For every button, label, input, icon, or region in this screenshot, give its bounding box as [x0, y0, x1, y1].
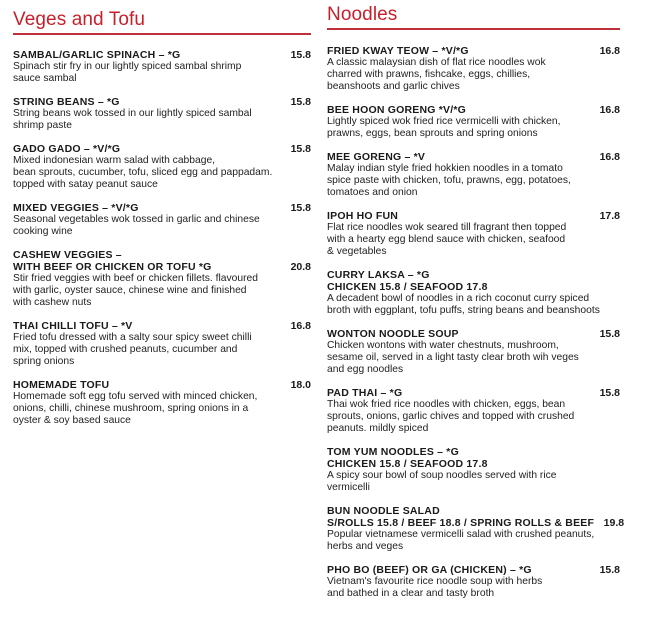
menu-item-name-line: IPOH HO FUN: [327, 210, 399, 222]
menu-item-name-line: SAMBAL/GARLIC SPINACH – *G: [13, 49, 181, 61]
menu-item-name-line: CHICKEN 15.8 / SEAFOOD 17.8: [327, 281, 488, 293]
menu-item-name: [13, 202, 139, 214]
menu-item-name: [327, 328, 459, 340]
menu-item-name: [327, 104, 466, 116]
menu-item-name: [13, 249, 212, 273]
menu-item-description: [327, 163, 620, 199]
menu-item: [327, 564, 620, 600]
menu-item-description-line: String beans wok tossed in our lightly spiced sambal: [13, 108, 252, 119]
menu-item: [327, 269, 620, 317]
menu-item-name: [13, 96, 120, 108]
menu-item-name-line: CHICKEN 15.8 / SEAFOOD 17.8: [327, 458, 488, 470]
menu-item-description: [13, 214, 311, 238]
menu-item-description-line: with cashew nuts: [13, 297, 92, 308]
menu-item: [13, 49, 311, 85]
menu-item-name-line: MEE GORENG – *V: [327, 151, 426, 163]
menu-item-description-line: topped with satay peanut sauce: [13, 179, 158, 190]
menu-item-name: [327, 505, 594, 529]
menu-item-header: [327, 328, 620, 340]
menu-item-description-line: shrimp paste: [13, 120, 72, 131]
menu-item-description: [327, 576, 620, 600]
menu-item-description: [13, 332, 311, 368]
menu-item-description-line: and egg noodles: [327, 364, 404, 375]
menu-item-description-line: A spicy sour bowl of soup noodles served with rice: [327, 470, 557, 481]
menu-item-name: [13, 379, 109, 391]
section-noodles: [327, 0, 625, 611]
menu-item-price: 16.8: [599, 45, 620, 57]
section-title: Veges and Tofu: [13, 9, 146, 30]
menu-item: [13, 96, 311, 132]
menu-item: [13, 143, 311, 191]
menu-item: [327, 505, 625, 553]
menu-item-header: [327, 446, 620, 470]
menu-item-price: 16.8: [599, 151, 620, 163]
menu-item-header: [327, 104, 620, 116]
menu-item: [327, 104, 620, 140]
menu-item-name-line: PHO BO (BEEF) OR GA (CHICKEN) – *G: [327, 564, 532, 576]
menu-item-description-line: Mixed indonesian warm salad with cabbage,: [13, 155, 216, 166]
menu-item-description: [327, 529, 620, 553]
menu-item-description-line: with garlic, oyster sauce, chinese wine and finished: [13, 285, 247, 296]
menu-item-price: 15.8: [599, 564, 620, 576]
menu-item-description: [13, 155, 311, 191]
menu-item-description-line: Fried tofu dressed with a salty sour spicy sweet chilli: [13, 332, 252, 343]
menu-item-price: 15.8: [290, 143, 311, 155]
menu-item-name-line: BUN NOODLE SALAD: [327, 505, 440, 517]
menu-item-description: [13, 108, 311, 132]
menu-item: [327, 45, 620, 93]
menu-item-header: [327, 387, 620, 399]
menu-item: [327, 387, 620, 435]
menu-item-description-line: sauce sambal: [13, 73, 77, 84]
menu-item-description-line: onions, chilli, chinese mushroom, spring onions in a: [13, 403, 249, 414]
menu-item-description-line: Popular vietnamese vermicelli salad with crushed peanuts,: [327, 529, 595, 540]
menu-item-description-line: Flat rice noodles wok seared till fragrant then topped: [327, 222, 567, 233]
menu-item-price: 16.8: [290, 320, 311, 332]
menu-item-name: [327, 210, 398, 222]
menu-item-description-line: with a hearty egg blend sauce with chicken, seafood: [327, 234, 566, 245]
menu-item-header: [327, 45, 620, 57]
menu-item-price: 18.0: [290, 379, 311, 391]
menu-item-price: 15.8: [599, 328, 620, 340]
section-title: Noodles: [327, 4, 398, 25]
menu-item-name-line: PAD THAI – *G: [327, 387, 403, 399]
menu-item-description-line: sprouts, onions, garlic chives and topped with crushed: [327, 411, 575, 422]
menu-item-header: [13, 49, 311, 61]
menu-item-description-line: Malay indian style fried hokkien noodles in a tomato: [327, 163, 563, 174]
menu-item-name-line: BEE HOON GORENG *V/*G: [327, 104, 466, 116]
menu-item-description-line: spring onions: [13, 356, 75, 367]
menu-item-name-line: HOMEMADE TOFU: [13, 379, 110, 391]
menu-item-name-line: WONTON NOODLE SOUP: [327, 328, 459, 340]
menu-item-description: [327, 399, 620, 435]
menu-item-name: [327, 387, 402, 399]
menu-item-description-line: A classic malaysian dish of flat rice noodles wok: [327, 57, 546, 68]
menu-item-name: [327, 564, 532, 576]
menu-item-name: [327, 269, 488, 293]
menu-item-description-line: & vegetables: [327, 246, 387, 257]
menu-item-description-line: sesame oil, served in a light tasty clear broth wih veges: [327, 352, 579, 363]
menu-item-description: [13, 273, 311, 309]
menu-item-description: [13, 61, 311, 85]
menu-item-description: [327, 57, 620, 93]
menu-item-list: [327, 45, 625, 600]
menu-item-header: [327, 564, 620, 576]
menu-item-description-line: Seasonal vegetables wok tossed in garlic and chinese: [13, 214, 260, 225]
menu-item: [13, 379, 311, 427]
menu-item-description: [13, 391, 311, 427]
menu-item-description-line: and bathed in a clear and tasty broth: [327, 588, 495, 599]
menu-item-price: 17.8: [599, 210, 620, 222]
menu-item-header: [13, 320, 311, 332]
menu-item-price: 19.8: [603, 517, 625, 529]
menu-item-description: [327, 340, 620, 376]
section-divider: [13, 33, 311, 35]
menu-item-name: [327, 446, 488, 470]
menu-item-header: [13, 143, 311, 155]
section-veges-and-tofu: [13, 0, 311, 438]
menu-item-description-line: Vietnam's favourite rice noodle soup with herbs: [327, 576, 543, 587]
menu-item-header: [327, 505, 625, 529]
menu-item-description-line: bean sprouts, cucumber, tofu, sliced egg and pappadam.: [13, 167, 273, 178]
menu-item-name: [13, 143, 120, 155]
menu-item-name-line: STRING BEANS – *G: [13, 96, 120, 108]
menu-item-name-line: GADO GADO – *V/*G: [13, 143, 121, 155]
menu-item-header: [13, 96, 311, 108]
menu-item-description-line: peanuts. mildly spiced: [327, 423, 429, 434]
menu-item-name: [13, 320, 133, 332]
menu-item-price: 15.8: [290, 49, 311, 61]
menu-item-name-line: TOM YUM NOODLES – *G: [327, 446, 459, 458]
menu-item-name-line: THAI CHILLI TOFU – *V: [13, 320, 133, 332]
menu-item-header: [13, 202, 311, 214]
menu-item-list: [13, 49, 311, 427]
menu-item-price: 15.8: [290, 202, 311, 214]
menu-item-header: [327, 151, 620, 163]
menu-item-description-line: A decadent bowl of noodles in a rich coconut curry spiced: [327, 293, 590, 304]
menu-item-name-line: FRIED KWAY TEOW – *V/*G: [327, 45, 469, 57]
menu-item-name-line: WITH BEEF OR CHICKEN OR TOFU *G: [13, 261, 212, 273]
menu-item-description-line: mix, topped with crushed peanuts, cucumber and: [13, 344, 238, 355]
menu-item: [13, 249, 311, 309]
menu-item-description: [327, 222, 620, 258]
menu-item: [327, 151, 620, 199]
menu-item-header: [13, 249, 311, 273]
menu-item-description-line: Stir fried veggies with beef or chicken fillets. flavoured: [13, 273, 258, 284]
menu-item-price: 16.8: [599, 104, 620, 116]
menu-item-description-line: vermicelli: [327, 482, 370, 493]
menu-item-name-line: MIXED VEGGIES – *V/*G: [13, 202, 139, 214]
menu-item-description-line: cooking wine: [13, 226, 73, 237]
menu-item-name: [327, 151, 425, 163]
menu-item-price: 15.8: [290, 96, 311, 108]
menu-item-name-line: CASHEW VEGGIES –: [13, 249, 122, 261]
menu-item-description-line: Spinach stir fry in our lightly spiced sambal shrimp: [13, 61, 242, 72]
menu-item-description-line: spice paste with chicken, tofu, prawns, egg, potatoes,: [327, 175, 571, 186]
menu-item-description-line: Thai wok fried rice noodles with chicken, eggs, bean: [327, 399, 566, 410]
menu-item-name: [327, 45, 469, 57]
menu-item-description: [327, 293, 620, 317]
menu-item-description: [327, 116, 620, 140]
menu-item-description-line: prawns, eggs, bean sprouts and spring onions: [327, 128, 538, 139]
menu-item-description-line: oyster & soy based sauce: [13, 415, 131, 426]
menu-item-description-line: herbs and veges: [327, 541, 404, 552]
menu-item: [327, 328, 620, 376]
menu-item-header: [13, 379, 311, 391]
menu-item-description-line: Chicken wontons with water chestnuts, mushroom,: [327, 340, 559, 351]
menu-item-name-line: CURRY LAKSA – *G: [327, 269, 430, 281]
menu-item: [327, 210, 620, 258]
menu-item: [13, 202, 311, 238]
menu-item-description-line: Homemade soft egg tofu served with minced chicken,: [13, 391, 258, 402]
menu-item-description-line: Lightly spiced wok fried rice vermicelli with chicken,: [327, 116, 561, 127]
menu-item-description-line: beanshoots and garlic chives: [327, 81, 460, 92]
menu-item-description-line: tomatoes and onion: [327, 187, 418, 198]
menu-item-name-line: S/ROLLS 15.8 / BEEF 18.8 / SPRING ROLLS & BEEF: [327, 517, 595, 529]
menu-item-header: [327, 269, 620, 293]
menu-item-price: 15.8: [599, 387, 620, 399]
menu-item-price: 20.8: [290, 261, 311, 273]
menu-item-description: [327, 470, 620, 494]
menu-item-description-line: broth with eggplant, tofu puffs, string beans and beanshoots: [327, 305, 600, 316]
menu-item-description-line: charred with prawns, fishcake, eggs, chillies,: [327, 69, 531, 80]
menu-item-name: [13, 49, 180, 61]
section-divider: [327, 28, 620, 30]
menu-item: [13, 320, 311, 368]
menu-item: [327, 446, 620, 494]
menu-item-header: [327, 210, 620, 222]
